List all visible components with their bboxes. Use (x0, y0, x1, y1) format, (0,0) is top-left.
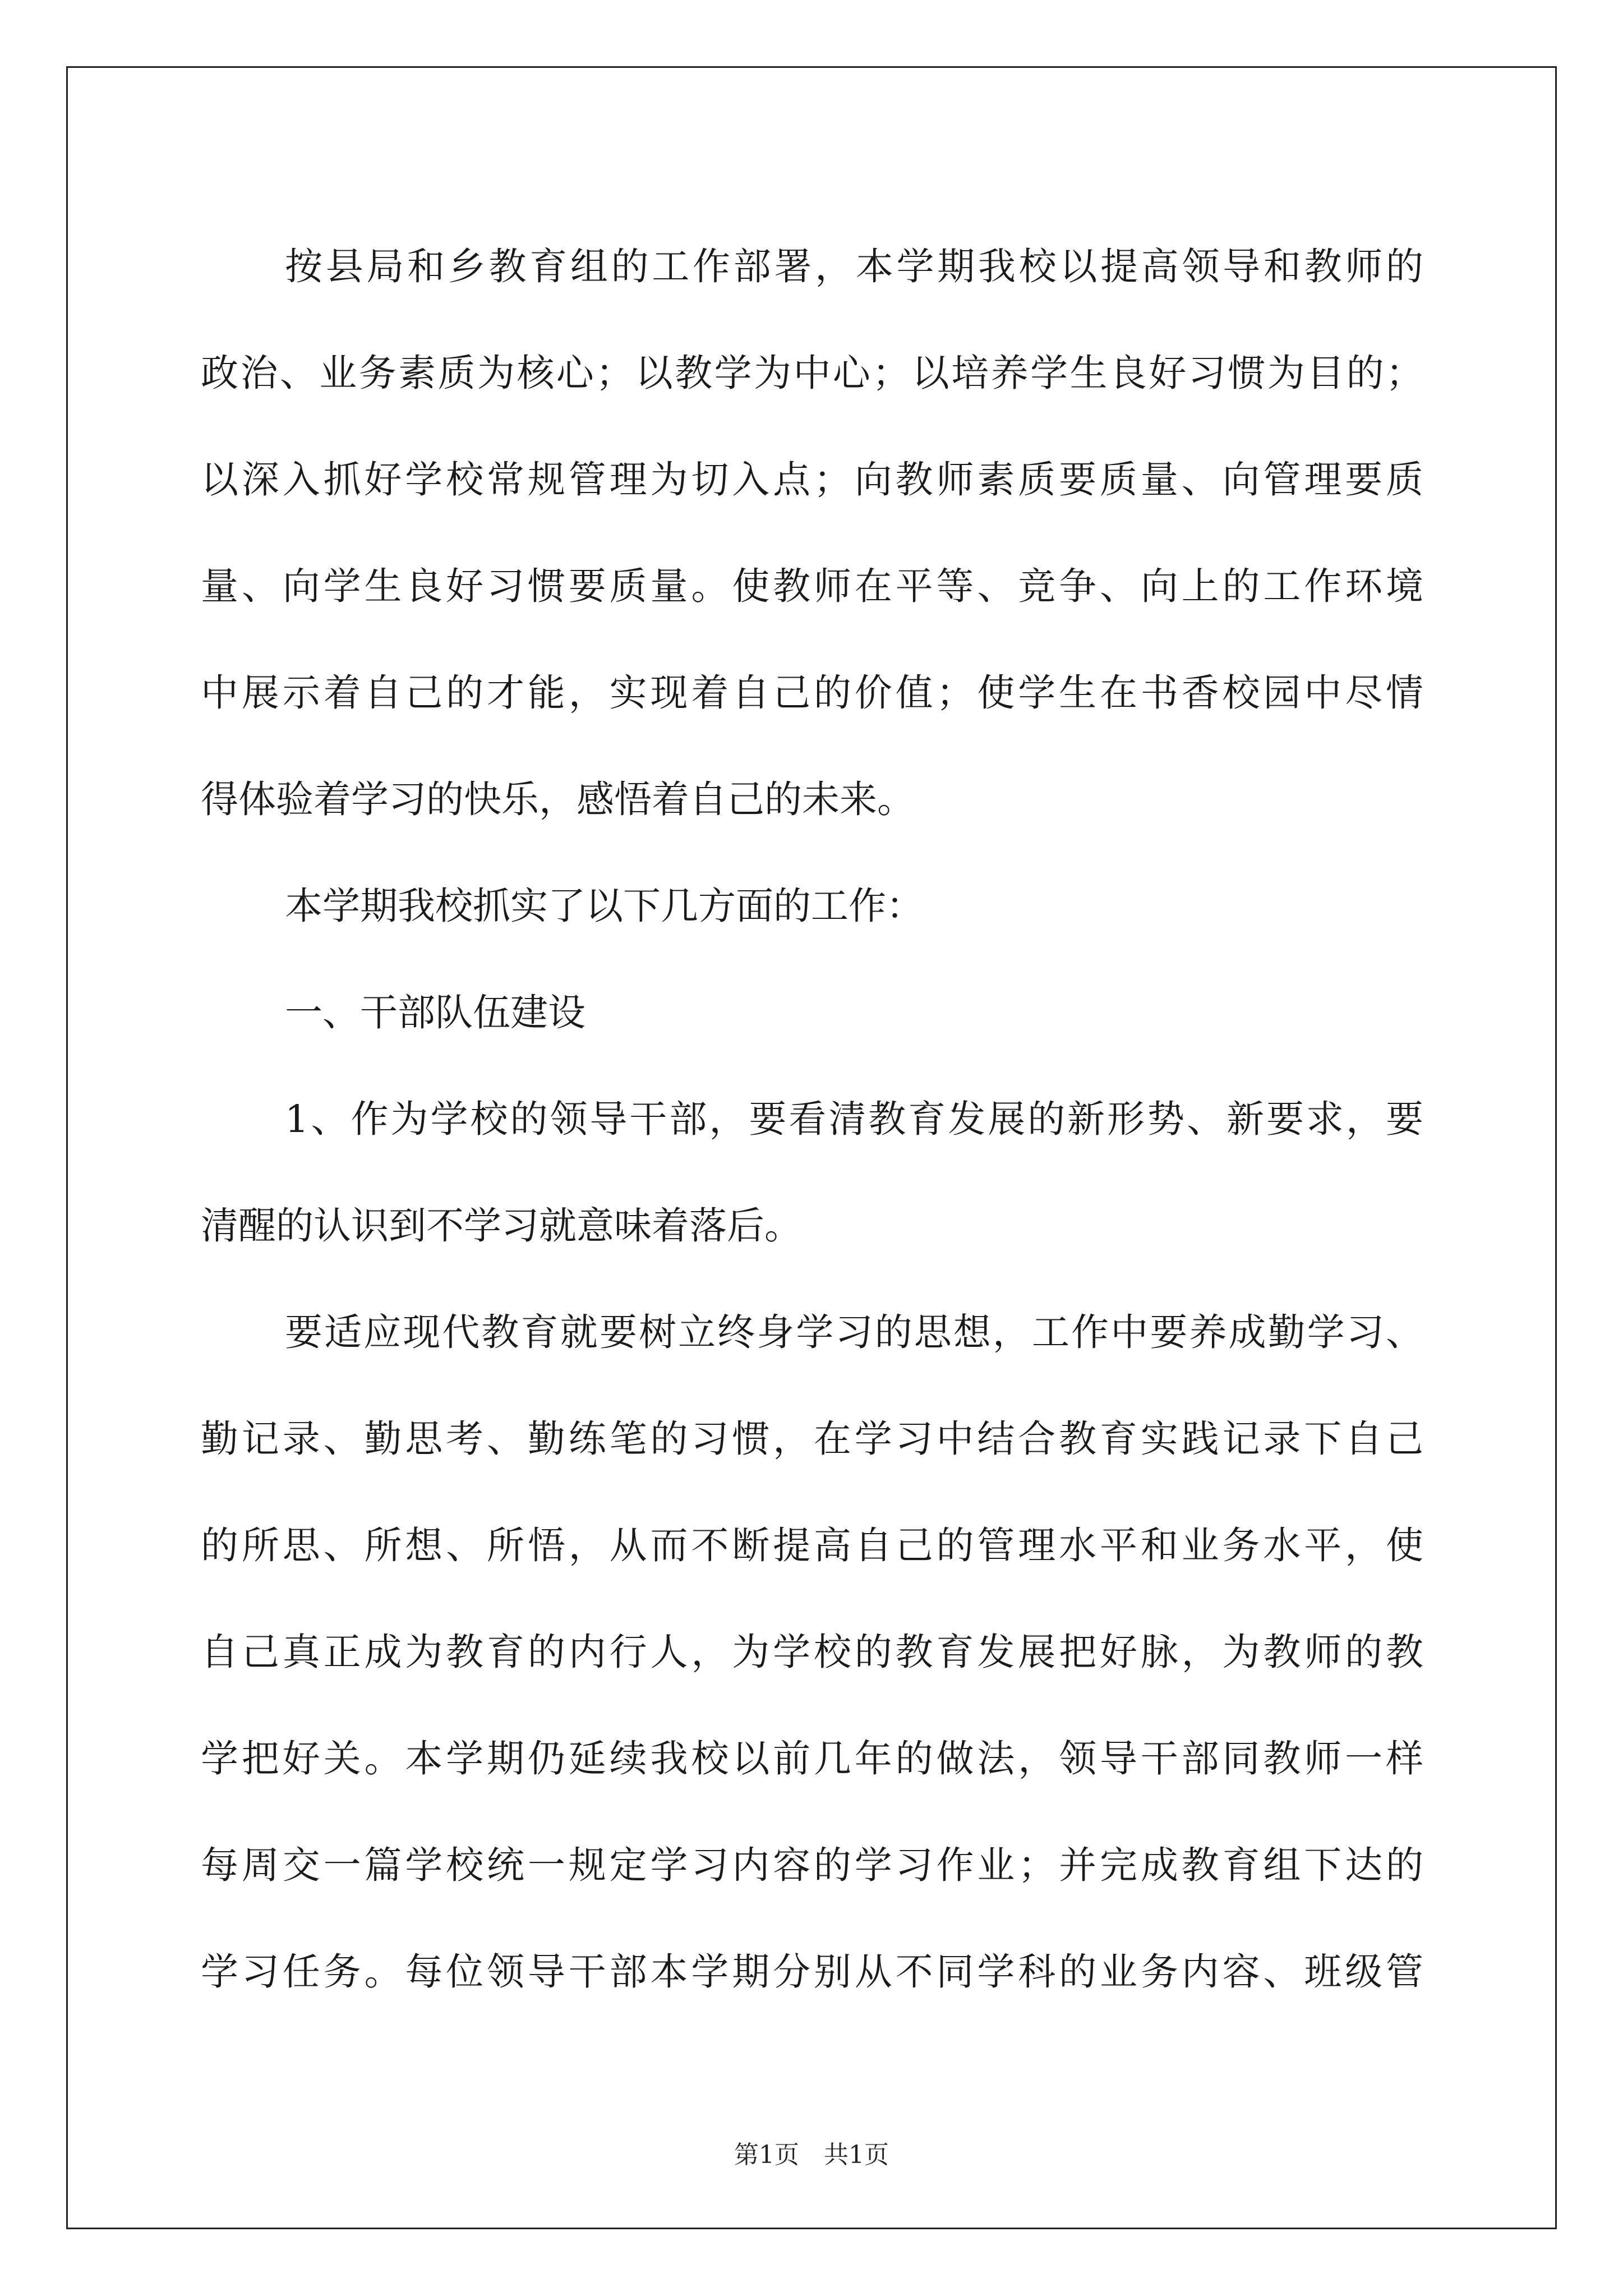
text-line: 中展示着自己的才能，实现着自己的价值；使学生在书香校园中尽情 (201, 671, 1423, 715)
text-line: 学习任务。每位领导干部本学期分别从不同学科的业务内容、班级管 (201, 1950, 1423, 1994)
text-line: 量、向学生良好习惯要质量。使教师在平等、竞争、向上的工作环境 (201, 564, 1423, 608)
paragraph-5 (201, 1279, 1423, 2025)
text-line: 1、作为学校的领导干部，要看清教育发展的新形势、新要求，要 (285, 1097, 1423, 1141)
text-line: 按县局和乡教育组的工作部署，本学期我校以提高领导和教师的 (285, 245, 1423, 288)
text-line: 政治、业务素质为核心；以教学为中心；以培养学生良好习惯为目的； (201, 351, 1423, 395)
text-line: 学把好关。本学期仍延续我校以前几年的做法，领导干部同教师一样 (201, 1737, 1423, 1780)
text-line: 的所思、所想、所悟，从而不断提高自己的管理水平和业务水平，使 (201, 1524, 1423, 1567)
text-line: 要适应现代教育就要树立终身学习的思想，工作中要养成勤学习、 (285, 1310, 1423, 1354)
paragraph-1 (201, 213, 1423, 853)
text-line: 一、干部队伍建设 (285, 991, 585, 1034)
text-line: 以深入抓好学校常规管理为切入点；向教师素质要质量、向管理要质 (201, 458, 1423, 501)
text-line: 得体验着学习的快乐，感悟着自己的未来。 (201, 777, 915, 821)
page-footer (0, 2138, 1623, 2172)
section-heading (201, 959, 1423, 1066)
paragraph-2 (201, 853, 1423, 959)
text-line: 勤记录、勤思考、勤练笔的习惯，在学习中结合教育实践记录下自己 (201, 1417, 1423, 1461)
text-line: 每周交一篇学校统一规定学习内容的学习作业；并完成教育组下达的 (201, 1843, 1423, 1887)
text-line: 自己真正成为教育的内行人，为学校的教育发展把好脉，为教师的教 (201, 1630, 1423, 1674)
page-number-label: 第1页 共1页 (734, 2141, 889, 2169)
document-body (201, 213, 1423, 2025)
text-line: 清醒的认识到不学习就意味着落后。 (201, 1204, 802, 1248)
paragraph-4 (201, 1066, 1423, 1279)
text-line: 本学期我校抓实了以下几方面的工作： (285, 884, 924, 928)
